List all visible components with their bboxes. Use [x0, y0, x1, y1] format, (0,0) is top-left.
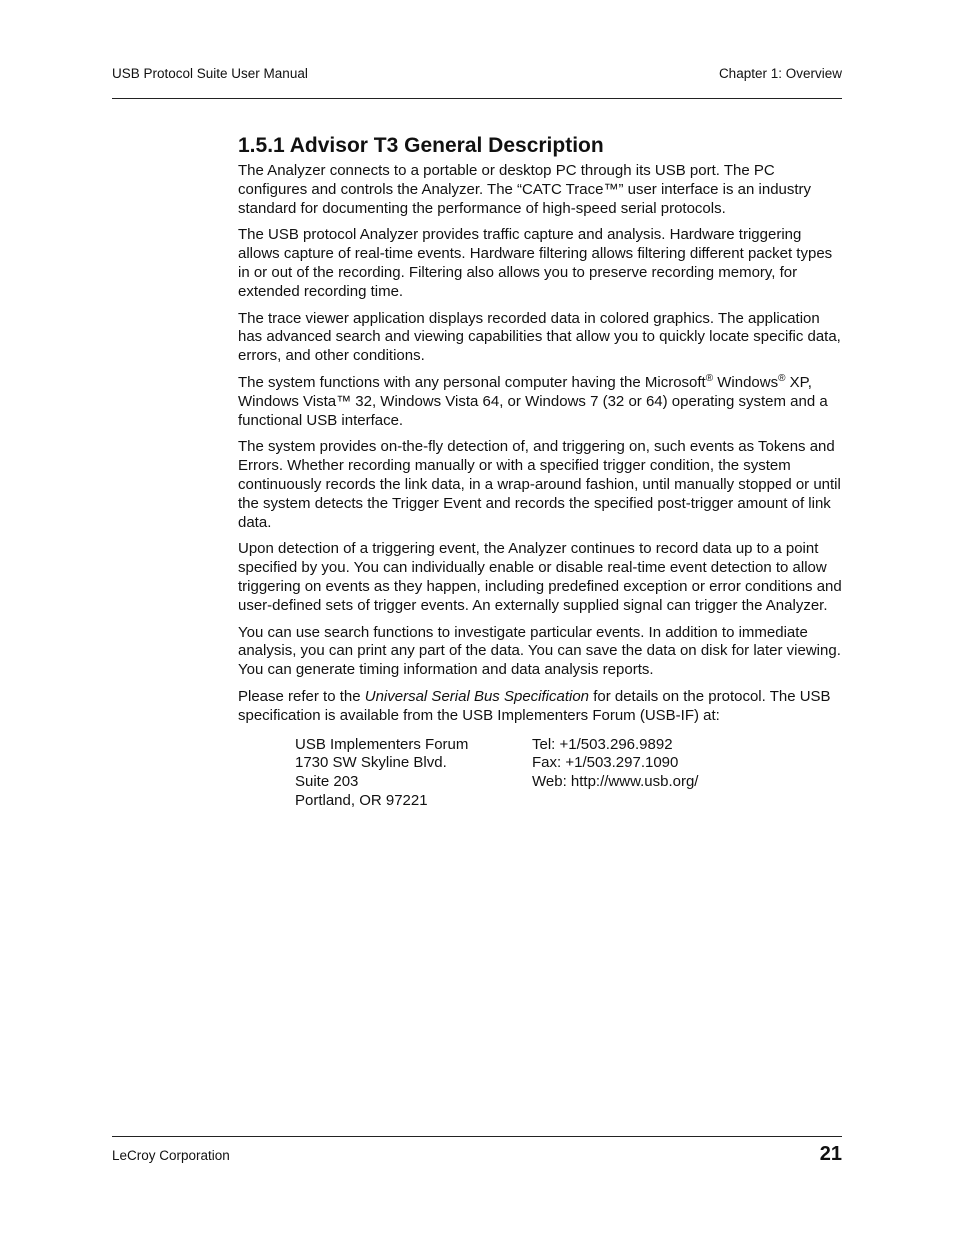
address-line: 1730 SW Skyline Blvd.: [295, 754, 447, 772]
spec-text-b: for details on the protocol. The USB specification is available from the USB Implementers Forum (USB-IF) at:: [238, 687, 831, 724]
header-chapter: Chapter 1: Overview: [718, 66, 842, 81]
section-title: 1.5.1 Advisor T3 General Description: [238, 134, 604, 157]
page-number: 21: [819, 1143, 842, 1165]
page-header: [112, 66, 842, 99]
paragraph-search: You can use search functions to investigate particular events. In addition to immediate analysis, you can print any part of the data. You can save the data on disk for later viewing. You can generate timing information and data analysis reports.: [238, 623, 841, 679]
paragraph-system-requirements: [238, 374, 842, 430]
contact-address: [295, 736, 532, 811]
paragraph-triggering: The system provides on-the-fly detection of, and triggering on, such events as Tokens and Errors. Whether recording manually or with a specified trigger condition, the system continuously records the link data, in a wrap-around fashion, until manually stopped or until the system detects the Trigger Event and records the specified post-trigger amount of link data.: [238, 438, 841, 531]
main-content: [238, 132, 842, 811]
paragraph-connection: The Analyzer connects to a portable or desktop PC through its USB port. The PC configures and controls the Analyzer. The “CATC Trace™” user interface is an industry standard for documenting the performance of high-speed serial protocols.: [238, 162, 812, 217]
header-manual-title: USB Protocol Suite User Manual: [112, 66, 308, 81]
contact-fax: Fax: +1/503.297.1090: [532, 754, 679, 772]
paragraph-trace-viewer: The trace viewer application displays recorded data in colored graphics. The application has advanced search and viewing capabilities that allow you to quickly locate specific data, errors, and other conditions.: [238, 309, 841, 365]
paragraph-specification: [238, 688, 842, 726]
address-line: Portland, OR 97221: [295, 791, 428, 809]
spec-title: Universal Serial Bus Specification: [364, 687, 590, 705]
contact-details: [532, 736, 832, 811]
paragraph-trigger-event: Upon detection of a triggering event, the Analyzer continues to record data up to a point specified by you. You can individually enable or disable real-time event detection to allow triggering on events as they happen, including predefined exception or error conditions and user-defined sets of trigger events. An externally supplied signal can trigger the Analyzer.: [238, 540, 842, 614]
requirements-text-c: XP, Windows Vista™ 32, Windows Vista 64, or Windows 7 (32 or 64) operating system and a functional USB interface.: [238, 373, 828, 429]
contact-block: [295, 736, 842, 811]
contact-web: Web: http://www.usb.org/: [532, 773, 699, 791]
contact-tel: Tel: +1/503.296.9892: [532, 735, 673, 753]
address-line: USB Implementers Forum: [295, 735, 469, 753]
requirements-text-a: The system functions with any personal computer having the Microsoft: [238, 373, 706, 391]
registered-mark: ®: [705, 372, 714, 384]
page-footer: [112, 1136, 842, 1177]
spec-text-a: Please refer to the: [238, 687, 365, 705]
requirements-text-b: Windows: [713, 373, 779, 391]
footer-company: LeCroy Corporation: [112, 1148, 230, 1163]
paragraph-capture: The USB protocol Analyzer provides traffic capture and analysis. Hardware triggering allows capture of real-time events. Hardware filtering allows filtering different packet types in or out of the recording. Filtering also allows you to preserve recording memory, for extended recording time.: [238, 226, 833, 300]
registered-mark: ®: [778, 372, 786, 384]
address-line: Suite 203: [295, 773, 359, 791]
